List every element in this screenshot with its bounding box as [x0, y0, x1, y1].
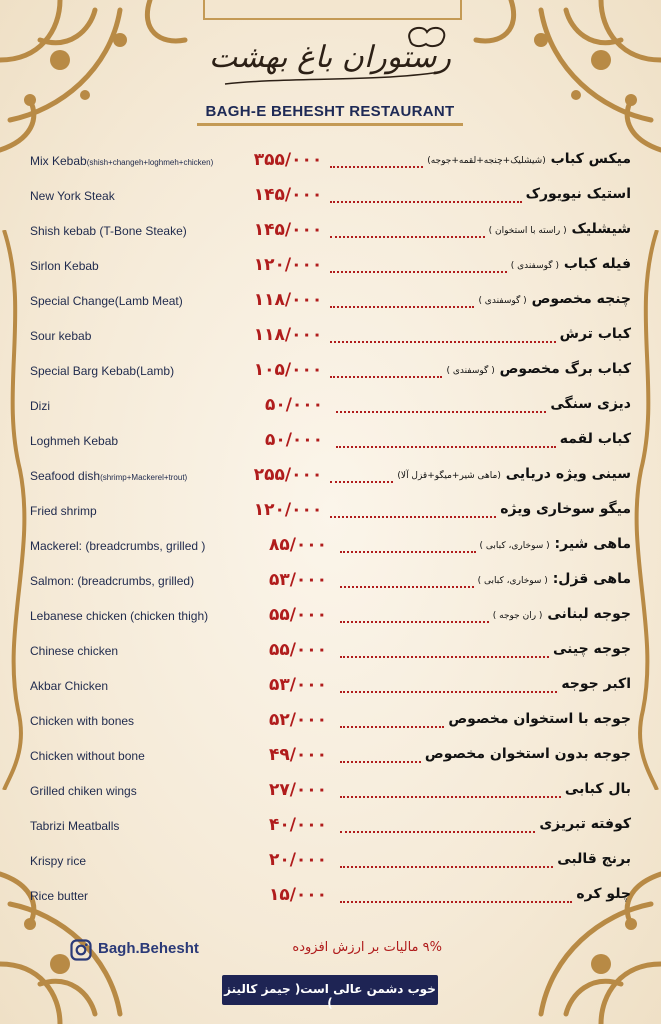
item-english-note: (shish+changeh+loghmeh+chicken): [86, 158, 214, 167]
item-english-name: Chinese chicken: [30, 644, 119, 658]
item-price: ۱۴۵/۰۰۰: [253, 220, 323, 240]
item-price: ۵۳/۰۰۰: [268, 675, 328, 695]
menu-item: [0, 253, 661, 283]
item-english-name: Sirlon Kebab: [30, 259, 99, 273]
item-persian-name: شیشلیک ( راسته با استخوان ): [488, 221, 631, 237]
item-persian-note: (شیشلیک+چنجه+لقمه+جوجه): [427, 156, 546, 166]
logo-text: رستوران باغ بهشت: [209, 40, 451, 75]
menu-item: [0, 218, 661, 248]
instagram-icon: [70, 939, 92, 961]
item-persian-name: جوجه لبنانی ( ران جوجه ): [492, 606, 631, 622]
menu-item: [0, 498, 661, 528]
restaurant-logo: [205, 22, 455, 94]
item-price: ۲۰/۰۰۰: [268, 850, 328, 870]
menu-item: [0, 813, 661, 843]
menu-item: [0, 708, 661, 738]
item-persian-note: ( گوسفندی ): [478, 296, 527, 306]
menu-item: [0, 603, 661, 633]
item-price: ۵۰/۰۰۰: [264, 395, 324, 415]
leader-dots: [340, 611, 489, 623]
item-persian-name: کباب ترش: [559, 326, 631, 342]
item-persian-name: دیزی سنگی: [550, 396, 631, 412]
leader-dots: [340, 541, 476, 553]
item-price: ۱۰۵/۰۰۰: [253, 360, 323, 380]
item-persian-note: (ماهی شیر+میگو+قزل آلا): [397, 471, 501, 481]
item-price: ۲۵۵/۰۰۰: [253, 465, 323, 485]
leader-dots: [340, 576, 474, 588]
item-persian-note: ( گوسفندی ): [510, 261, 559, 271]
leader-dots: [330, 366, 442, 378]
tax-note: ۹% مالیات بر ارزش افزوده: [292, 940, 442, 955]
item-english-name: Chicken without bone: [30, 749, 145, 763]
item-english-name: Dizi: [30, 399, 50, 413]
item-persian-name: ماهی قزل: ( سوخاری، کبابی ): [477, 571, 631, 587]
item-price: ۵۰/۰۰۰: [264, 430, 324, 450]
leader-dots: [330, 261, 507, 273]
leader-dots: [340, 716, 444, 728]
item-persian-name: کباب برگ مخصوص ( گوسفندی ): [446, 361, 631, 377]
menu-item: [0, 183, 661, 213]
item-price: ۱۱۸/۰۰۰: [253, 290, 323, 310]
leader-dots: [330, 226, 485, 238]
item-english-name: Chicken with bones: [30, 714, 135, 728]
leader-dots: [340, 751, 421, 763]
item-english-name: Fried shrimp: [30, 504, 97, 518]
item-english-name: Shish kebab (T-Bone Steake): [30, 224, 187, 238]
item-price: ۴۰/۰۰۰: [268, 815, 328, 835]
leader-dots: [340, 786, 561, 798]
item-english-name: Seafood dish(shrimp+Mackerel+trout): [30, 469, 188, 483]
leader-dots: [330, 471, 393, 483]
menu-item: [0, 428, 661, 458]
instagram-handle[interactable]: Bagh.Behesht: [98, 940, 199, 957]
title-underline: [197, 123, 463, 126]
item-english-name: Salmon: (breadcrumbs, grilled): [30, 574, 195, 588]
item-persian-name: چنجه مخصوص ( گوسفندی ): [478, 291, 631, 307]
item-persian-note: ( سوخاری، کبابی ): [477, 576, 548, 586]
item-persian-name: ماهی شیر: ( سوخاری، کبابی ): [479, 536, 631, 552]
item-price: ۱۵/۰۰۰: [268, 885, 328, 905]
leader-dots: [330, 156, 423, 168]
item-persian-name: بال کبابی: [564, 781, 631, 797]
item-persian-name: چلو کره: [576, 886, 631, 902]
item-price: ۱۱۸/۰۰۰: [253, 325, 323, 345]
item-price: ۱۲۰/۰۰۰: [253, 500, 323, 520]
menu-item: [0, 638, 661, 668]
item-price: ۸۵/۰۰۰: [268, 535, 328, 555]
item-english-name: Special Change(Lamb Meat): [30, 294, 183, 308]
item-english-name: Mackerel: (breadcrumbs, grilled ): [30, 539, 206, 553]
item-price: ۱۴۵/۰۰۰: [253, 185, 323, 205]
item-persian-name: استیک نیویورک: [525, 186, 631, 202]
quote-text: خوب دشمن عالی است( جیمز کالینز ): [224, 982, 436, 1010]
item-english-name: Lebanese chicken (chicken thigh): [30, 609, 209, 623]
leader-dots: [340, 891, 572, 903]
item-price: ۲۷/۰۰۰: [268, 780, 328, 800]
item-english-name: Special Barg Kebab(Lamb): [30, 364, 175, 378]
item-persian-name: کباب لقمه: [559, 431, 631, 447]
item-persian-name: فیله کباب ( گوسفندی ): [510, 256, 631, 272]
item-english-note: (shrimp+Mackerel+trout): [100, 473, 188, 482]
quote-banner: [222, 975, 438, 1010]
item-persian-name: سینی ویژه دریایی (ماهی شیر+میگو+قزل آلا): [397, 466, 631, 482]
item-persian-name: جوجه بدون استخوان مخصوص: [424, 746, 631, 762]
menu-item: [0, 463, 661, 493]
leader-dots: [340, 821, 535, 833]
leader-dots: [330, 296, 474, 308]
leader-dots: [336, 436, 556, 448]
menu-item: [0, 358, 661, 388]
item-persian-note: ( راسته با استخوان ): [488, 226, 567, 236]
menu-item: [0, 883, 661, 913]
leader-dots: [330, 191, 522, 203]
leader-dots: [330, 331, 556, 343]
item-english-name: Krispy rice: [30, 854, 87, 868]
item-persian-note: ( سوخاری، کبابی ): [479, 541, 550, 551]
leader-dots: [330, 506, 496, 518]
menu-item: [0, 393, 661, 423]
menu-item: [0, 848, 661, 878]
item-price: ۳۵۵/۰۰۰: [253, 150, 323, 170]
item-persian-note: ( گوسفندی ): [446, 366, 495, 376]
item-persian-name: جوجه چینی: [552, 641, 631, 657]
leader-dots: [340, 646, 549, 658]
menu-item: [0, 568, 661, 598]
restaurant-english-title: BAGH-E BEHESHT RESTAURANT: [205, 103, 455, 120]
item-english-name: Akbar Chicken: [30, 679, 109, 693]
menu-item: [0, 533, 661, 563]
menu-item: [0, 673, 661, 703]
item-price: ۴۹/۰۰۰: [268, 745, 328, 765]
leader-dots: [336, 401, 546, 413]
item-persian-name: اکبر جوجه: [561, 676, 631, 692]
item-persian-note: ( ران جوجه ): [492, 611, 543, 621]
item-price: ۱۲۰/۰۰۰: [253, 255, 323, 275]
item-price: ۵۲/۰۰۰: [268, 710, 328, 730]
menu-item: [0, 778, 661, 808]
item-english-name: New York Steak: [30, 189, 115, 203]
item-price: ۵۳/۰۰۰: [268, 570, 328, 590]
item-price: ۵۵/۰۰۰: [268, 605, 328, 625]
item-english-name: Sour kebab: [30, 329, 92, 343]
item-persian-name: میکس کباب (شیشلیک+چنجه+لقمه+جوجه): [427, 151, 631, 167]
leader-dots: [340, 856, 553, 868]
item-english-name: Tabrizi Meatballs: [30, 819, 120, 833]
item-english-name: Loghmeh Kebab: [30, 434, 119, 448]
item-persian-name: برنج قالبی: [557, 851, 631, 867]
item-english-name: Mix Kebab(shish+changeh+loghmeh+chicken): [30, 154, 214, 168]
menu-item: [0, 148, 661, 178]
top-frame-tab: [203, 0, 462, 20]
menu-item: [0, 743, 661, 773]
leader-dots: [340, 681, 557, 693]
item-persian-name: کوفته تبریزی: [539, 816, 631, 832]
item-price: ۵۵/۰۰۰: [268, 640, 328, 660]
item-persian-name: میگو سوخاری ویژه: [500, 501, 631, 517]
menu-item: [0, 288, 661, 318]
item-persian-name: جوجه با استخوان مخصوص: [448, 711, 631, 727]
item-english-name: Rice butter: [30, 889, 89, 903]
menu-item: [0, 323, 661, 353]
item-english-name: Grilled chiken wings: [30, 784, 137, 798]
